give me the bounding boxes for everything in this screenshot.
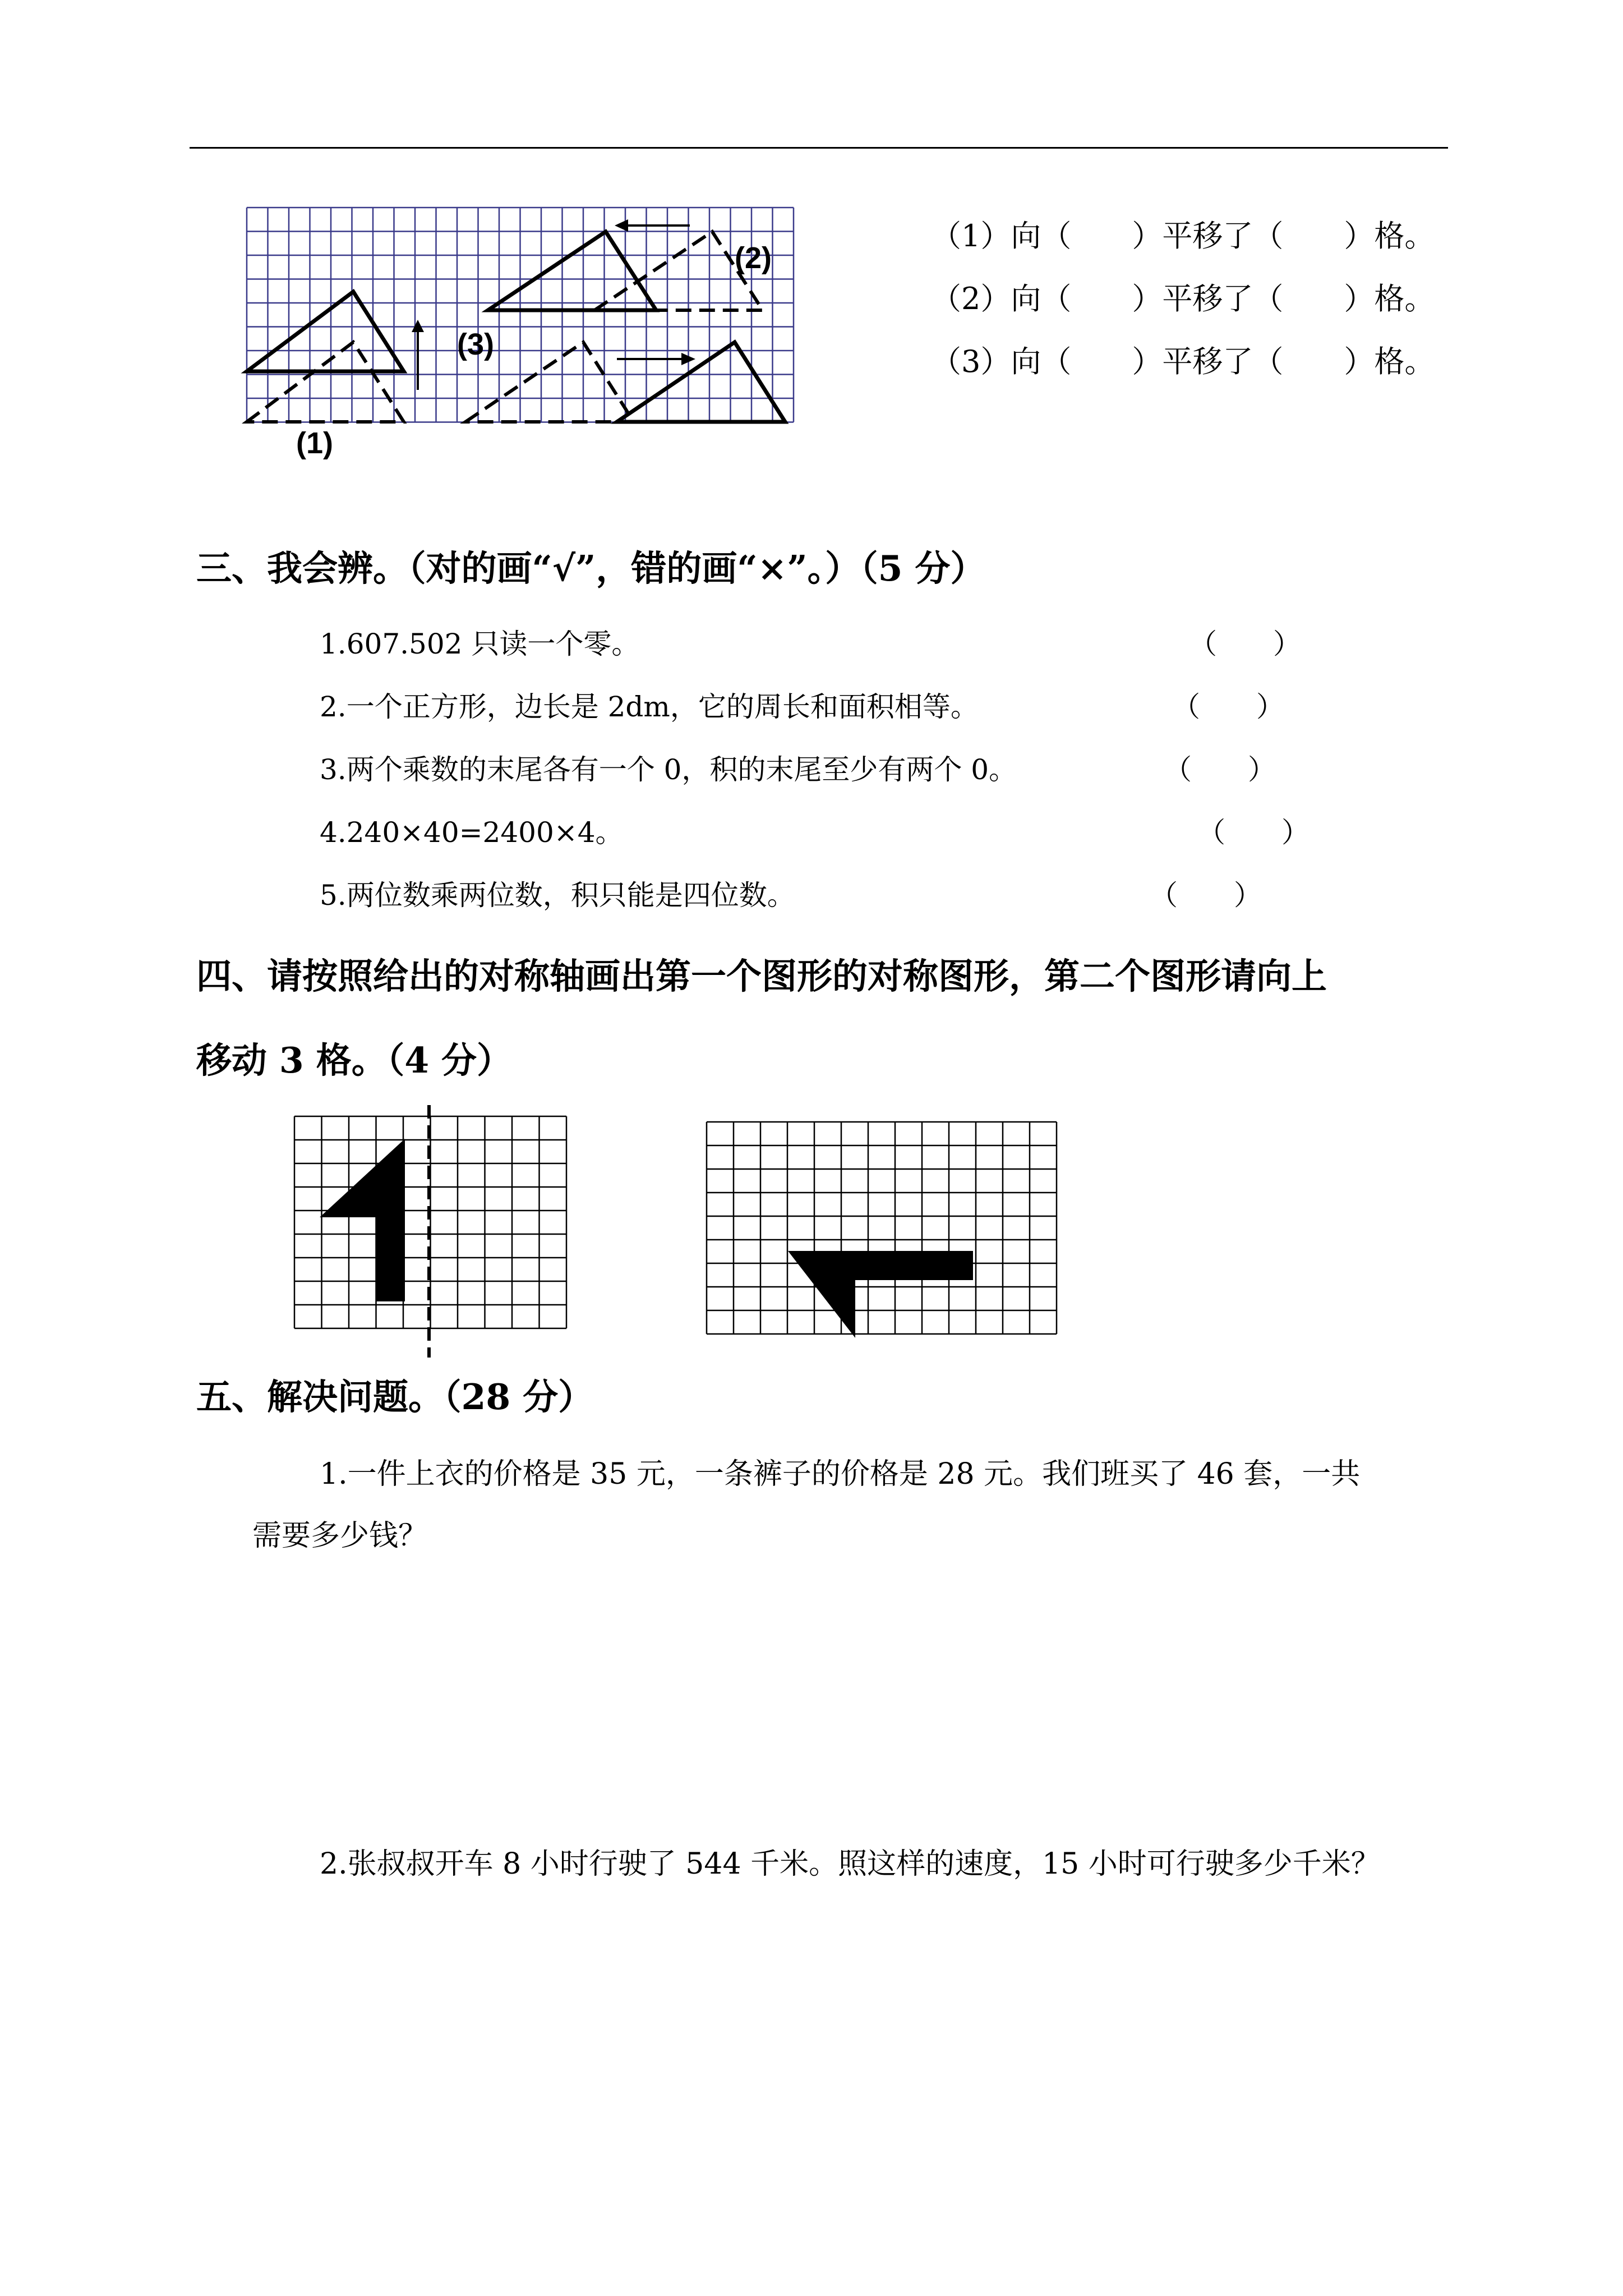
translation-answer-2: （2）向（ ）平移了（ ）格。	[931, 281, 1435, 316]
section4-title-line2: 移动 3 格。（4 分）	[196, 1039, 512, 1081]
header-rule	[190, 147, 1448, 149]
symmetry-grid	[292, 1105, 578, 1363]
s5-q1-line1: 1.一件上衣的价格是 35 元，一条裤子的价格是 28 元。我们班买了 46 套，一共	[320, 1457, 1361, 1491]
s3-item-1-text: 1.607.502 只读一个零。	[320, 628, 640, 660]
label-1: (1)	[296, 426, 333, 460]
up-arrow-head	[412, 320, 424, 332]
move-up-grid	[704, 1116, 1063, 1343]
s5-q2: 2.张叔叔开车 8 小时行驶了 544 千米。照这样的速度，15 小时可行驶多少千米？	[320, 1847, 1380, 1881]
s3-item-4-blank: （ ）	[1197, 816, 1310, 849]
label-2: (2)	[735, 241, 772, 275]
move-up-shape	[788, 1251, 973, 1338]
s3-item-3-text: 3.两个乘数的末尾各有一个 0，积的末尾至少有两个 0。	[320, 753, 1017, 786]
translation-answer-1: （1）向（ ）平移了（ ）格。	[931, 218, 1435, 254]
triangle-3-solid	[617, 342, 785, 422]
section3-title: 三、我会辨。（对的画“√”，错的画“×”。）（5 分）	[196, 547, 986, 589]
translation-answer-3: （3）向（ ）平移了（ ）格。	[931, 344, 1435, 379]
s3-item-5-text: 5.两位数乘两位数，积只能是四位数。	[320, 879, 795, 912]
s5-q1-line2: 需要多少钱？	[252, 1519, 428, 1553]
section5-title: 五、解决问题。（28 分）	[196, 1376, 594, 1418]
translation-grid-lines	[247, 208, 794, 422]
triangle-1-solid	[247, 292, 404, 371]
s3-item-2-text: 2.一个正方形，边长是 2dm，它的周长和面积相等。	[320, 691, 979, 723]
s3-item-1-blank: （ ）	[1189, 628, 1301, 660]
s3-item-3-blank: （ ）	[1164, 753, 1276, 786]
triangle-2-solid	[488, 232, 656, 310]
move-up-grid-lines	[707, 1122, 1057, 1334]
left-arrow-head	[615, 219, 628, 232]
section4-title-line1: 四、请按照给出的对称轴画出第一个图形的对称图形，第二个图形请向上	[196, 955, 1327, 997]
label-3: (3)	[457, 328, 494, 361]
s3-item-5-blank: （ ）	[1150, 879, 1262, 912]
translation-grid-figure	[236, 202, 808, 460]
s3-item-4-text: 4.240×40=2400×4。	[320, 816, 624, 849]
s3-item-2-blank: （ ）	[1172, 691, 1284, 723]
